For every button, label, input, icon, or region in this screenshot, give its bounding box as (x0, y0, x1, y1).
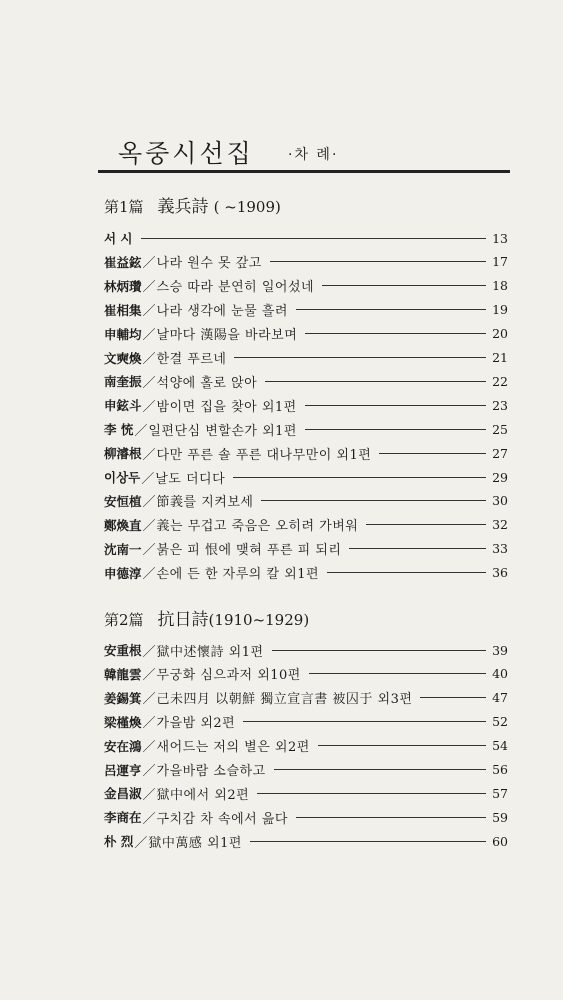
toc-entry (104, 783, 508, 803)
dot-leader (233, 477, 486, 478)
toc-entry (104, 252, 508, 272)
entry-title: 나라 생각에 눈물 흘려 (156, 304, 288, 320)
entry-title: 스승 따라 분연히 일어섰네 (156, 280, 315, 296)
section-number: 第1篇 (104, 198, 144, 216)
entry-author: 安在鴻 (104, 738, 142, 754)
entry-page-number: 30 (492, 493, 508, 509)
section-range: ( ~1909) (213, 198, 281, 216)
entry-title: 獄中에서 외2편 (156, 787, 250, 803)
entry-separator: ／ (134, 423, 148, 439)
entry-separator: ／ (142, 352, 156, 367)
dot-leader (305, 429, 486, 430)
entry-separator: ／ (142, 304, 156, 320)
dot-leader (318, 745, 486, 746)
toc-entry (104, 688, 508, 708)
toc-entry (104, 419, 508, 439)
entry-separator: ／ (142, 567, 156, 583)
dot-leader (257, 793, 486, 794)
entry-page-number: 40 (492, 666, 508, 682)
entry-title: 날도 더디다 (155, 471, 226, 487)
entry-page-number: 17 (492, 254, 508, 270)
entry-author: 韓龍雲 (104, 666, 142, 682)
toc-entry (104, 736, 508, 756)
dot-leader (322, 285, 486, 286)
dot-leader (349, 548, 486, 549)
entry-separator: ／ (142, 692, 156, 708)
entry-title: 나라 원수 못 갚고 (156, 256, 262, 272)
toc-label: ·차 례· (288, 147, 339, 163)
toc-entry (104, 807, 508, 827)
entry-page-number: 56 (492, 762, 508, 777)
entry-page-number: 39 (492, 642, 508, 658)
entry-author: 姜錫箕 (104, 690, 142, 706)
dot-leader (272, 650, 486, 651)
entry-separator: ／ (142, 668, 156, 684)
toc-entry (104, 228, 508, 248)
entry-page-number: 20 (492, 326, 508, 342)
entry-page-number: 13 (492, 230, 508, 246)
entry-separator: ／ (141, 471, 155, 487)
entry-page-number: 18 (492, 278, 508, 294)
entry-author: 申輔均 (104, 326, 142, 342)
section-number: 第2篇 (104, 611, 144, 629)
entry-author: 林炳瓚 (104, 278, 142, 294)
dot-leader (296, 817, 486, 818)
dot-leader (243, 721, 486, 722)
dot-leader (274, 769, 486, 770)
entry-separator: ／ (142, 740, 156, 756)
dot-leader (420, 697, 486, 698)
entry-title: 다만 푸른 솔 푸른 대나무만이 외1편 (156, 447, 372, 463)
entry-separator: ／ (142, 519, 156, 535)
entry-author: 安恒植 (104, 493, 142, 509)
dot-leader (305, 405, 486, 406)
entry-author: 朴 烈 (104, 834, 134, 850)
entry-title: 獄中述懷詩 외1편 (156, 644, 264, 660)
entry-title: 석양에 홀로 앉아 (156, 375, 258, 391)
entry-author: 李商在 (104, 810, 142, 826)
page-header (118, 132, 510, 172)
dot-leader (309, 673, 486, 674)
entry-page-number: 57 (492, 785, 508, 801)
entry-title: 무궁화 심으과저 외10편 (156, 668, 301, 684)
entry-separator: ／ (142, 495, 156, 511)
dot-leader (265, 381, 486, 382)
entry-title: 손에 든 한 자루의 칼 외1편 (156, 567, 320, 583)
entry-title: 붉은 피 恨에 맺혀 푸른 피 되리 (156, 543, 342, 559)
dot-leader (261, 500, 486, 501)
entry-separator: ／ (142, 328, 156, 344)
entry-page-number: 36 (492, 565, 508, 581)
dot-leader (379, 453, 486, 454)
entry-author: 申德淳 (104, 565, 142, 581)
entry-author: 崔益鉉 (104, 254, 142, 270)
entry-page-number: 47 (492, 690, 508, 706)
entry-title: 義는 무겁고 죽음은 오히려 가벼워 (156, 519, 359, 535)
entry-page-number: 33 (492, 541, 508, 557)
toc-entry (104, 760, 508, 780)
entry-separator: ／ (142, 764, 156, 779)
entry-page-number: 52 (492, 714, 508, 730)
toc-entry (104, 443, 508, 463)
entry-page-number: 59 (492, 809, 508, 825)
entry-title: 獄中萬感 외1편 (148, 835, 242, 851)
header-rule (98, 170, 510, 173)
entry-page-number: 32 (492, 517, 508, 533)
entry-page-number: 22 (492, 373, 508, 389)
entry-page-number: 27 (492, 445, 508, 461)
entry-author: 沈南一 (104, 541, 142, 557)
entry-separator: ／ (142, 375, 156, 391)
dot-leader (366, 524, 486, 525)
section-title-2 (104, 605, 309, 630)
entry-title: 한결 푸르네 (156, 352, 227, 367)
entry-title: 날마다 漢陽을 바라보며 (156, 328, 298, 344)
entry-separator: ／ (142, 543, 156, 559)
entry-author: 서 시 (104, 231, 133, 246)
entry-title: 새어드는 저의 별은 외2편 (156, 740, 310, 756)
entry-author: 이상두 (104, 470, 141, 485)
entry-author: 申鉉斗 (104, 398, 142, 414)
entry-title: 己未四月 以朝鮮 獨立宣言書 被囚于 외3편 (156, 692, 413, 708)
entry-page-number: 21 (492, 350, 508, 365)
dot-leader (270, 261, 486, 262)
toc-entry (104, 831, 508, 851)
dot-leader (296, 309, 486, 310)
entry-author: 安重根 (104, 643, 142, 658)
toc-entry (104, 276, 508, 296)
dot-leader (327, 572, 486, 573)
dot-leader (234, 357, 486, 358)
toc-entry (104, 348, 508, 368)
entry-separator: ／ (142, 447, 156, 463)
entry-page-number: 60 (492, 833, 508, 849)
entry-separator: ／ (142, 644, 156, 660)
entry-author: 文奭煥 (104, 350, 142, 366)
dot-leader (141, 238, 486, 239)
entry-separator: ／ (142, 811, 156, 827)
section-range: (1910~1929) (208, 611, 310, 629)
entry-separator: ／ (134, 835, 148, 851)
dot-leader (305, 333, 486, 334)
toc-entry (104, 467, 508, 487)
toc-entry (104, 515, 508, 535)
section-name: 抗日詩 (157, 610, 209, 630)
toc-entry (104, 563, 508, 583)
entry-title: 가을밤 외2편 (156, 716, 236, 732)
toc-entry (104, 491, 508, 511)
entry-author: 呂運亨 (104, 762, 142, 778)
entry-separator: ／ (142, 256, 156, 272)
toc-entry (104, 539, 508, 559)
entry-page-number: 19 (492, 302, 508, 318)
section-name: 義兵詩 (157, 197, 209, 217)
toc-entry (104, 395, 508, 415)
entry-title: 밤이면 집을 찾아 외1편 (156, 399, 297, 415)
entry-author: 梁槿煥 (104, 714, 142, 730)
entry-page-number: 29 (492, 469, 508, 485)
entry-page-number: 25 (492, 421, 508, 437)
entry-author: 柳濬根 (104, 446, 142, 462)
toc-entry (104, 640, 508, 660)
entry-page-number: 54 (492, 738, 508, 754)
entry-author: 崔相集 (104, 302, 142, 318)
entry-title: 구치감 차 속에서 읊다 (156, 811, 288, 827)
toc-entry (104, 664, 508, 684)
toc-entry (104, 712, 508, 732)
entry-separator: ／ (142, 399, 156, 415)
dot-leader (250, 841, 486, 842)
entry-separator: ／ (142, 280, 156, 296)
entry-separator: ／ (142, 787, 156, 803)
entry-author: 金昌淑 (104, 786, 142, 802)
section-title-1 (104, 192, 281, 217)
entry-author: 南奎振 (104, 374, 142, 390)
entry-title: 가을바람 소슬하고 (156, 764, 266, 779)
entry-title: 節義를 지켜보세 (156, 495, 254, 511)
entry-separator: ／ (142, 716, 156, 732)
toc-entry (104, 300, 508, 320)
entry-title: 일편단심 변할손가 외1편 (148, 423, 297, 439)
book-title: 옥중시선집 (118, 139, 254, 168)
entry-page-number: 23 (492, 397, 508, 413)
toc-entry (104, 324, 508, 344)
entry-author: 李 㤝 (104, 422, 134, 438)
entry-author: 鄭煥直 (104, 517, 142, 533)
toc-entry (104, 371, 508, 391)
